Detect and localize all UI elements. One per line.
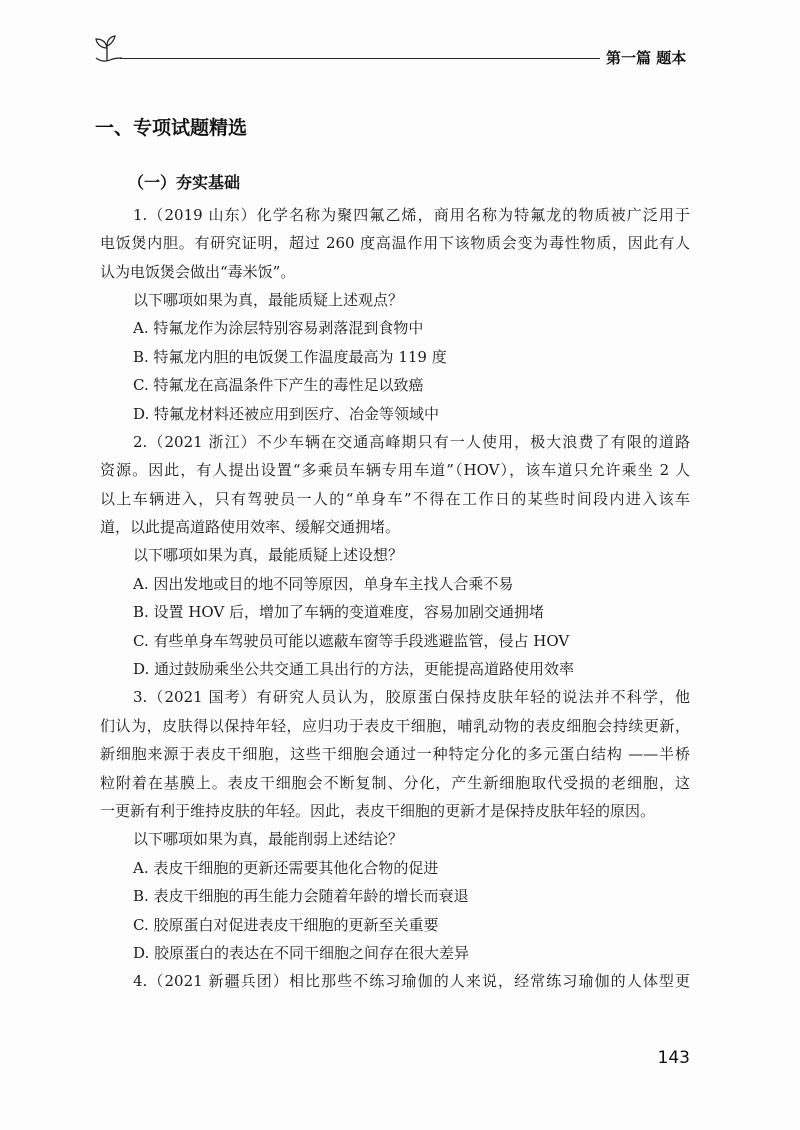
question-1-option-d: D. 特氟龙材料还被应用到医疗、冶金等领域中 <box>133 404 440 423</box>
header-rule <box>120 58 600 59</box>
question-1-option-a: A. 特氟龙作为涂层特别容易剥落混到食物中 <box>133 319 424 338</box>
question-3-stem-line: 3.（2021 国考）有研究人员认为，胶原蛋白保持皮肤年轻的说法并不科学，他 <box>133 688 690 707</box>
question-2-option-d: D. 通过鼓励乘坐公共交通工具出行的方法，更能提高道路使用效率 <box>133 660 575 679</box>
question-2-stem-line: 以上车辆进入，只有驾驶员一人的“单身车”不得在工作日的某些时间段内进入该车 <box>100 489 690 508</box>
question-3-stem-line: 新细胞来源于表皮干细胞，这些干细胞会通过一种特定分化的多元蛋白结构 ——半桥 <box>100 745 690 764</box>
subsection-title: （一）夯实基础 <box>128 173 241 192</box>
question-1-stem-line: 1.（2019 山东）化学名称为聚四氟乙烯，商用名称为特氟龙的物质被广泛用于 <box>133 205 690 224</box>
question-2-prompt: 以下哪项如果为真，最能质疑上述设想？ <box>133 546 404 565</box>
sprout-icon <box>86 34 126 64</box>
chapter-title: 第一篇 题本 <box>606 49 687 67</box>
question-2-stem-line: 2.（2021 浙江）不少车辆在交通高峰期只有一人使用，极大浪费了有限的道路 <box>133 432 690 451</box>
question-1-stem-line: 电饭煲内胆。有研究证明，超过 260 度高温作用下该物质会变为毒性物质，因此有人 <box>100 234 690 253</box>
question-3-option-c: C. 胶原蛋白对促进表皮干细胞的更新至关重要 <box>133 915 439 934</box>
question-3-option-d: D. 胶原蛋白的表达在不同干细胞之间存在很大差异 <box>133 943 470 962</box>
question-2-stem-line: 资源。因此，有人提出设置“多乘员车辆专用车道”（HOV），该车道只允许乘坐 2 人 <box>100 461 690 480</box>
question-2-option-b: B. 设置 HOV 后，增加了车辆的变道难度，容易加剧交通拥堵 <box>133 603 545 622</box>
question-2-option-c: C. 有些单身车驾驶员可能以遮蔽车窗等手段逃避监管，侵占 HOV <box>133 631 570 650</box>
question-1-stem-line: 认为电饭煲会做出“毒米饭”。 <box>100 262 296 281</box>
page-number: 143 <box>657 1048 690 1068</box>
question-3-option-b: B. 表皮干细胞的再生能力会随着年龄的增长而衰退 <box>133 887 469 906</box>
question-3-stem-line: 一更新有利于维持皮肤的年轻。因此，表皮干细胞的更新才是保持皮肤年轻的原因。 <box>100 802 656 820</box>
question-4-stem-line: 4.（2021 新疆兵团）相比那些不练习瑜伽的人来说，经常练习瑜伽的人体型更 <box>133 972 690 991</box>
question-3-stem-line: 们认为，皮肤得以保持年轻，应归功于表皮干细胞，哺乳动物的表皮细胞会持续更新， <box>100 716 690 735</box>
question-3-stem-line: 粒附着在基膜上。表皮干细胞会不断复制、分化，产生新细胞取代受损的老细胞，这 <box>100 773 690 792</box>
question-3-option-a: A. 表皮干细胞的更新还需要其他化合物的促进 <box>133 858 439 877</box>
question-1-prompt: 以下哪项如果为真，最能质疑上述观点？ <box>133 290 404 309</box>
question-2-option-a: A. 因出发地或目的地不同等原因，单身车主找人合乘不易 <box>133 574 514 593</box>
question-1-option-b: B. 特氟龙内胆的电饭煲工作温度最高为 119 度 <box>133 347 447 366</box>
question-2-stem-line: 道，以此提高道路使用效率、缓解交通拥堵。 <box>100 518 401 537</box>
question-list <box>100 201 690 996</box>
question-3-prompt: 以下哪项如果为真，最能削弱上述结论？ <box>133 830 404 849</box>
section-title: 一、专项试题精选 <box>95 117 248 139</box>
question-1-option-c: C. 特氟龙在高温条件下产生的毒性足以致癌 <box>133 376 424 395</box>
